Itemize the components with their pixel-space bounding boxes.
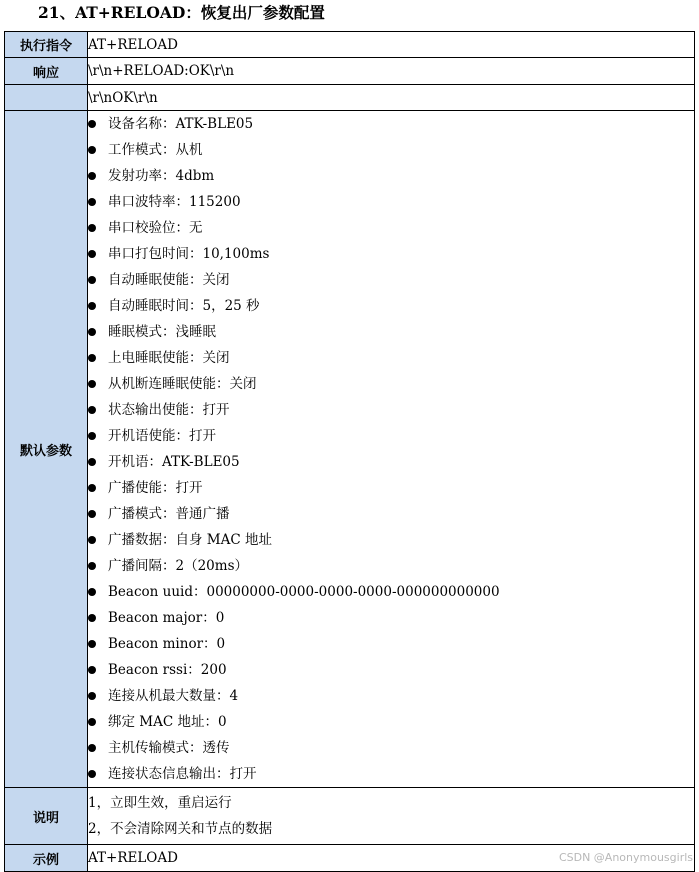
bullet-icon — [88, 302, 96, 310]
note-cell — [88, 788, 695, 845]
watermark: CSDN @Anonymousgirls — [558, 851, 693, 864]
response-row — [5, 58, 695, 85]
bullet-icon — [88, 380, 96, 388]
default-param-text: 串口波特率：115200 — [108, 194, 241, 210]
response-row-2 — [5, 85, 695, 111]
bullet-icon — [88, 666, 96, 674]
bullet-icon — [88, 354, 96, 362]
default-param-item — [88, 683, 694, 709]
bullet-icon — [88, 250, 96, 258]
default-param-text: 自动睡眠时间：5，25 秒 — [108, 298, 260, 314]
default-param-text: 连接状态信息输出：打开 — [108, 766, 257, 782]
bullet-icon — [88, 588, 96, 596]
section-heading: 21、AT+RELOAD：恢复出厂参数配置 — [38, 3, 325, 22]
default-param-text: 广播数据：自身 MAC 地址 — [108, 532, 272, 548]
note-line-2: 2，不会清除网关和节点的数据 — [88, 821, 273, 837]
bullet-icon — [88, 770, 96, 778]
response-value-1: \r\n+RELOAD:OK\r\n — [88, 58, 695, 85]
default-param-item — [88, 111, 694, 137]
default-param-text: Beacon major：0 — [108, 610, 225, 626]
note-row — [5, 788, 695, 845]
default-param-item — [88, 527, 694, 553]
default-param-text: 串口校验位：无 — [108, 220, 203, 236]
example-value: AT+RELOAD — [88, 845, 695, 872]
default-param-item — [88, 761, 694, 787]
default-param-item — [88, 735, 694, 761]
command-value: AT+RELOAD — [88, 32, 695, 58]
default-param-text: 开机语：ATK-BLE05 — [108, 454, 240, 470]
response-label-empty — [5, 85, 88, 111]
default-param-item — [88, 241, 694, 267]
bullet-icon — [88, 692, 96, 700]
defaults-cell — [88, 111, 695, 788]
default-param-item — [88, 449, 694, 475]
default-param-item — [88, 709, 694, 735]
default-param-item — [88, 163, 694, 189]
default-param-text: 广播使能：打开 — [108, 480, 203, 496]
bullet-icon — [88, 146, 96, 154]
note-line-1: 1，立即生效，重启运行 — [88, 795, 232, 811]
default-param-text: 设备名称：ATK-BLE05 — [108, 116, 254, 132]
bullet-icon — [88, 406, 96, 414]
default-param-text: 广播模式：普通广播 — [108, 506, 230, 522]
default-param-text: Beacon uuid：00000000-0000-0000-0000-000000000000 — [108, 584, 500, 600]
default-param-item — [88, 501, 694, 527]
default-param-text: 上电睡眠使能：关闭 — [108, 350, 230, 366]
default-param-item — [88, 137, 694, 163]
bullet-icon — [88, 536, 96, 544]
example-label: 示例 — [5, 845, 88, 872]
bullet-icon — [88, 172, 96, 180]
default-param-text: 睡眠模式：浅睡眠 — [108, 324, 216, 340]
response-label: 响应 — [5, 58, 88, 85]
bullet-icon — [88, 640, 96, 648]
default-param-item — [88, 371, 694, 397]
default-param-text: 主机传输模式：透传 — [108, 740, 230, 756]
default-param-item — [88, 605, 694, 631]
bullet-icon — [88, 328, 96, 336]
default-param-item — [88, 319, 694, 345]
bullet-icon — [88, 744, 96, 752]
defaults-list — [88, 111, 694, 787]
default-param-item — [88, 553, 694, 579]
default-param-item — [88, 215, 694, 241]
default-param-item — [88, 631, 694, 657]
default-param-item — [88, 475, 694, 501]
bullet-icon — [88, 614, 96, 622]
default-param-text: 开机语使能：打开 — [108, 428, 216, 444]
bullet-icon — [88, 562, 96, 570]
default-param-item — [88, 657, 694, 683]
default-param-item — [88, 189, 694, 215]
note-label: 说明 — [5, 788, 88, 845]
default-param-text: 工作模式：从机 — [108, 142, 203, 158]
defaults-row — [5, 111, 695, 788]
command-table — [4, 31, 695, 872]
default-param-text: 串口打包时间：10,100ms — [108, 246, 270, 262]
command-label: 执行指令 — [5, 32, 88, 58]
default-param-item — [88, 579, 694, 605]
bullet-icon — [88, 484, 96, 492]
default-param-text: 广播间隔：2（20ms） — [108, 558, 248, 574]
default-param-text: 发射功率：4dbm — [108, 168, 215, 184]
default-param-item — [88, 345, 694, 371]
default-param-item — [88, 423, 694, 449]
bullet-icon — [88, 224, 96, 232]
default-param-item — [88, 267, 694, 293]
bullet-icon — [88, 198, 96, 206]
default-param-text: 状态输出使能：打开 — [108, 402, 230, 418]
default-param-text: 绑定 MAC 地址：0 — [108, 714, 227, 730]
default-param-item — [88, 397, 694, 423]
bullet-icon — [88, 510, 96, 518]
defaults-label: 默认参数 — [5, 111, 88, 788]
default-param-text: 连接从机最大数量：4 — [108, 688, 239, 704]
default-param-text: 自动睡眠使能：关闭 — [108, 272, 230, 288]
command-row — [5, 32, 695, 58]
bullet-icon — [88, 120, 96, 128]
bullet-icon — [88, 718, 96, 726]
default-param-text: 从机断连睡眠使能：关闭 — [108, 376, 257, 392]
bullet-icon — [88, 458, 96, 466]
default-param-text: Beacon minor：0 — [108, 636, 226, 652]
bullet-icon — [88, 276, 96, 284]
bullet-icon — [88, 432, 96, 440]
response-value-2: \r\nOK\r\n — [88, 85, 695, 111]
default-param-item — [88, 293, 694, 319]
default-param-text: Beacon rssi：200 — [108, 662, 227, 678]
